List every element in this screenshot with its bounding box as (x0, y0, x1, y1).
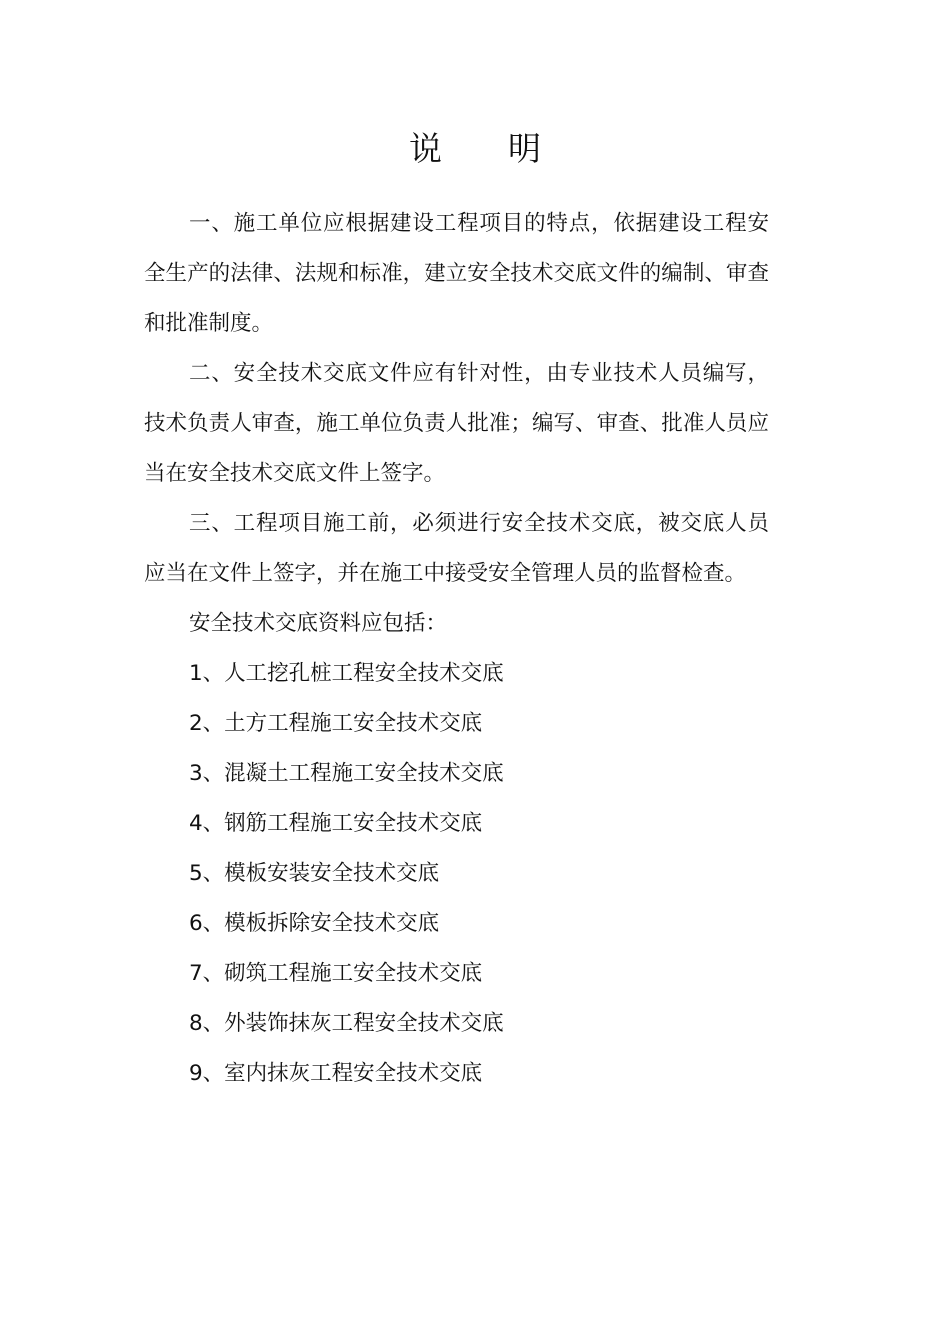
list-item-3: 3、混凝土工程施工安全技术交底 (189, 761, 504, 786)
list-item-7: 7、砌筑工程施工安全技术交底 (189, 961, 483, 986)
paragraph-1: 一、施工单位应根据建设工程项目的特点，依据建设工程安全生产的法律、法规和标准，建立安全技术交底文件的编制、审查和批准制度。 (144, 211, 769, 336)
paragraph-2: 二、安全技术交底文件应有针对性，由专业技术人员编写，技术负责人审查，施工单位负责人批准；编写、审查、批准人员应当在安全技术交底文件上签字。 (144, 361, 769, 486)
list-item-6: 6、模板拆除安全技术交底 (189, 911, 440, 936)
list-item-5: 5、模板安装安全技术交底 (189, 861, 440, 886)
document-body (144, 199, 769, 1099)
title-char-right: 明 (508, 129, 541, 168)
paragraph-3: 三、工程项目施工前，必须进行安全技术交底，被交底人员应当在文件上签字，并在施工中接受安全管理人员的监督检查。 (144, 511, 769, 586)
list-item-4: 4、钢筋工程施工安全技术交底 (189, 811, 483, 836)
page-title (0, 124, 950, 174)
list-item-2: 2、土方工程施工安全技术交底 (189, 711, 483, 736)
title-char-left: 说 (409, 129, 442, 168)
list-item-9: 9、室内抹灰工程安全技术交底 (189, 1061, 483, 1086)
list-item-8: 8、外装饰抹灰工程安全技术交底 (189, 1011, 504, 1036)
list-item-1: 1、人工挖孔桩工程安全技术交底 (189, 661, 504, 686)
list-intro: 安全技术交底资料应包括： (189, 611, 448, 636)
